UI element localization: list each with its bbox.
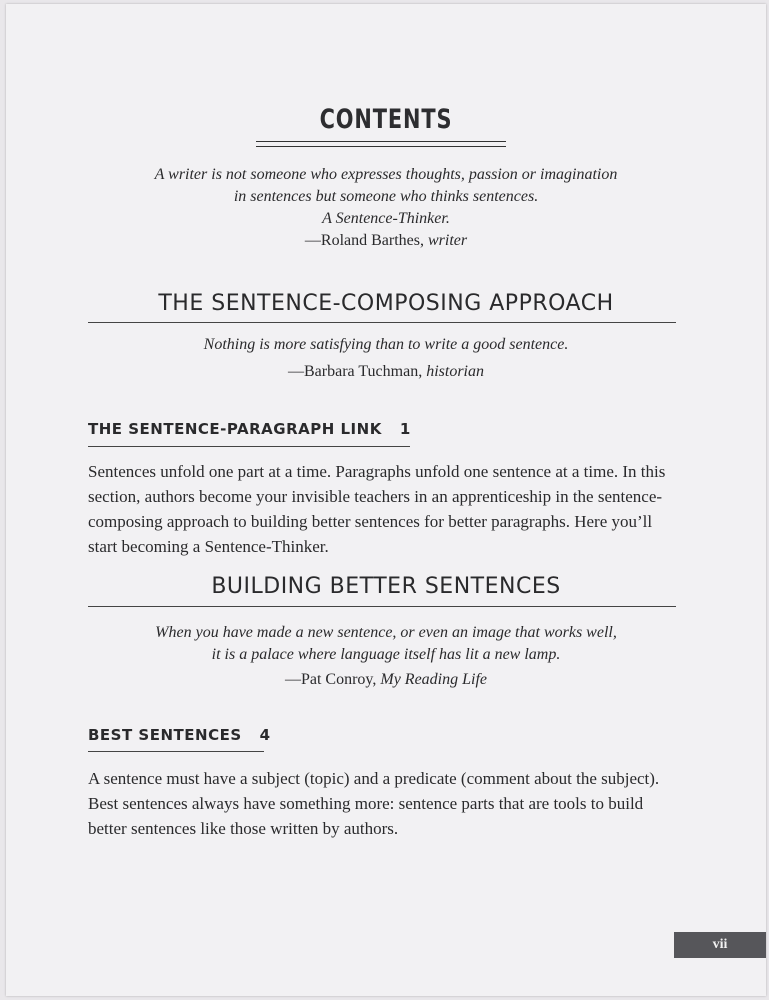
text-line: start becoming a Sentence-Thinker.	[88, 537, 329, 556]
chapter-title: THE SENTENCE-PARAGRAPH LINK	[88, 420, 382, 438]
attribution-author: —Barbara Tuchman,	[288, 363, 427, 380]
page-title: CONTENTS	[319, 104, 453, 135]
attribution-author: —Pat Conroy,	[284, 671, 381, 688]
chapter-rule	[88, 446, 410, 447]
text-line: section, authors become your invisible teachers in an apprenticeship in the sentence-	[88, 487, 663, 506]
epigraph-line: in sentences but someone who thinks sentences.	[233, 188, 539, 205]
epigraph-attribution	[86, 230, 686, 252]
epigraph-line: Nothing is more satisfying than to write a good sentence.	[203, 336, 569, 353]
text-line: A sentence must have a subject (topic) and a predicate (comment about the subject).	[88, 769, 660, 788]
text-line: Sentences unfold one part at a time. Paragraphs unfold one sentence at a time. In this	[88, 462, 666, 481]
chapter-rule	[88, 751, 264, 752]
epigraph-line: When you have made a new sentence, or even an image that works well,	[155, 624, 617, 641]
section-title-building: BUILDING BETTER SENTENCES	[211, 574, 561, 599]
epigraph-attribution	[86, 669, 686, 691]
chapter-description	[88, 766, 678, 841]
epigraph-barthes	[86, 164, 686, 252]
chapter-page-number: 1	[399, 420, 411, 438]
chapter-page-number: 4	[259, 726, 271, 744]
attribution-role: writer	[427, 232, 468, 249]
title-double-rule	[256, 141, 506, 147]
page-number-tab: vii	[674, 932, 766, 958]
book-page	[6, 4, 766, 996]
section-rule	[88, 606, 676, 607]
text-line: composing approach to building better sentences for better paragraphs. Here you’ll	[88, 512, 653, 531]
epigraph-attribution	[86, 361, 686, 383]
chapter-heading-best-sentences[interactable]	[88, 726, 271, 748]
epigraph-line: A writer is not someone who expresses thoughts, passion or imagination	[154, 166, 618, 183]
text-line: Best sentences always have something more: sentence parts that are tools to build	[88, 794, 644, 813]
epigraph-conroy	[86, 622, 686, 691]
chapter-heading-sentence-paragraph-link[interactable]	[88, 420, 411, 442]
epigraph-line: it is a palace where language itself has lit a new lamp.	[211, 646, 561, 663]
text-line: better sentences like those written by authors.	[88, 819, 399, 838]
chapter-title: BEST SENTENCES	[88, 726, 242, 744]
chapter-description	[88, 459, 678, 559]
epigraph-line: A Sentence-Thinker.	[322, 210, 450, 227]
attribution-role: My Reading Life	[380, 671, 488, 688]
section-title-approach: THE SENTENCE-COMPOSING APPROACH	[158, 291, 614, 316]
epigraph-tuchman	[86, 334, 686, 383]
section-rule	[88, 322, 676, 323]
attribution-author: —Roland Barthes,	[304, 232, 428, 249]
attribution-role: historian	[426, 363, 484, 380]
